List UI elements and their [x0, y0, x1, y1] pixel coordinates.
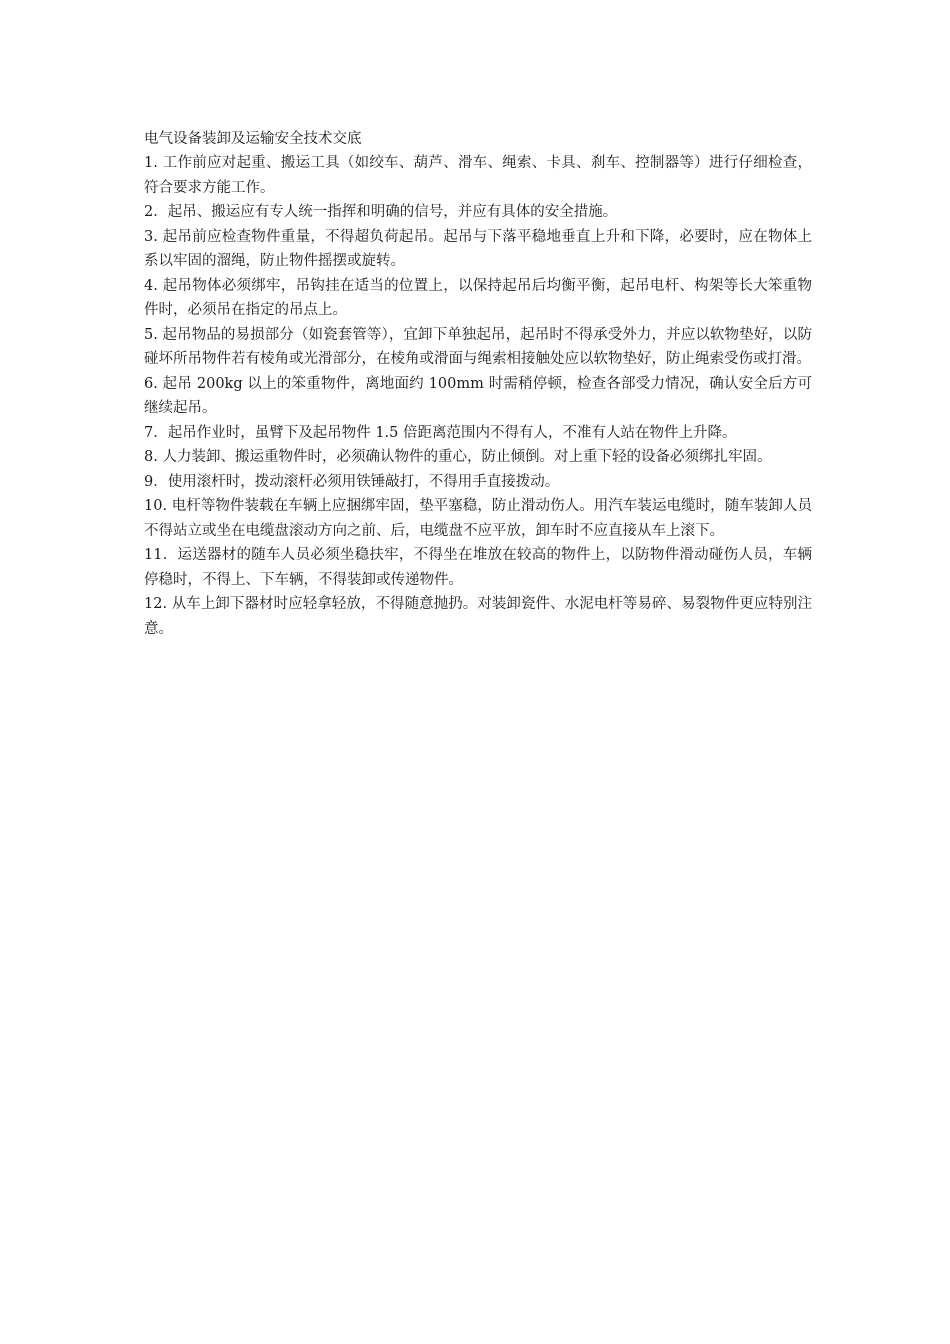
list-item-3: 3. 起吊前应检查物件重量，不得超负荷起吊。起吊与下落平稳地垂直上升和下降，必要时，应在物体上系以牢固的溜绳，防止物件摇摆或旋转。 [144, 228, 812, 269]
list-item-7: 7．起吊作业时，虽臂下及起吊物件 1.5 倍距离范围内不得有人，不准有人站在物件上升降。 [144, 424, 737, 441]
list-item-10: 10. 电杆等物件装载在车辆上应捆绑牢固，垫平塞稳，防止滑动伤人。用汽车装运电缆时，随车装卸人员不得站立或坐在电缆盘滚动方向之前、后，电缆盘不应平放，卸车时不应直接从车上滚下。 [144, 498, 812, 539]
list-item-2: 2．起吊、搬运应有专人统一指挥和明确的信号，并应有具体的安全措施。 [144, 204, 618, 220]
document-page [144, 127, 812, 641]
list-item-11: 11．运送器材的随车人员必须坐稳扶牢，不得坐在堆放在较高的物件上，以防物件滑动碰伤人员，车辆停稳时，不得上、下车辆，不得装卸或传递物件。 [144, 547, 812, 588]
list-item-4: 4. 起吊物体必须绑牢，吊钩挂在适当的位置上，以保持起吊后均衡平衡，起吊电杆、构架等长大笨重物件时，必须吊在指定的吊点上。 [144, 277, 812, 318]
list-item-5: 5. 起吊物品的易损部分（如瓷套管等），宜卸下单独起吊，起吊时不得承受外力，并应以软物垫好，以防碰坏所吊物件若有棱角或光滑部分，在棱角或滑面与绳索相接触处应以软物垫好，防止绳索受伤或打滑。 [144, 326, 812, 367]
list-item-9: 9．使用滚杆时，拨动滚杆必须用铁锤敲打，不得用手直接拨动。 [144, 473, 560, 490]
list-item-8: 8. 人力装卸、搬运重物件时，必须确认物件的重心，防止倾倒。对上重下轻的设备必须绑扎牢固。 [144, 449, 772, 465]
list-item-1: 1. 工作前应对起重、搬运工具（如绞车、葫芦、滑车、绳索、卡具、刹车、控制器等）进行仔细检查，符合要求方能工作。 [144, 155, 812, 196]
document-title: 电气设备装卸及运输安全技术交底 [144, 131, 362, 147]
list-item-6: 6. 起吊 200kg 以上的笨重物件，离地面约 100mm 时需稍停顿，检查各部受力情况，确认安全后方可继续起吊。 [144, 375, 812, 416]
list-item-12: 12. 从车上卸下器材时应轻拿轻放，不得随意抛扔。对装卸瓷件、水泥电杆等易碎、易裂物件更应特别注意。 [144, 596, 812, 637]
